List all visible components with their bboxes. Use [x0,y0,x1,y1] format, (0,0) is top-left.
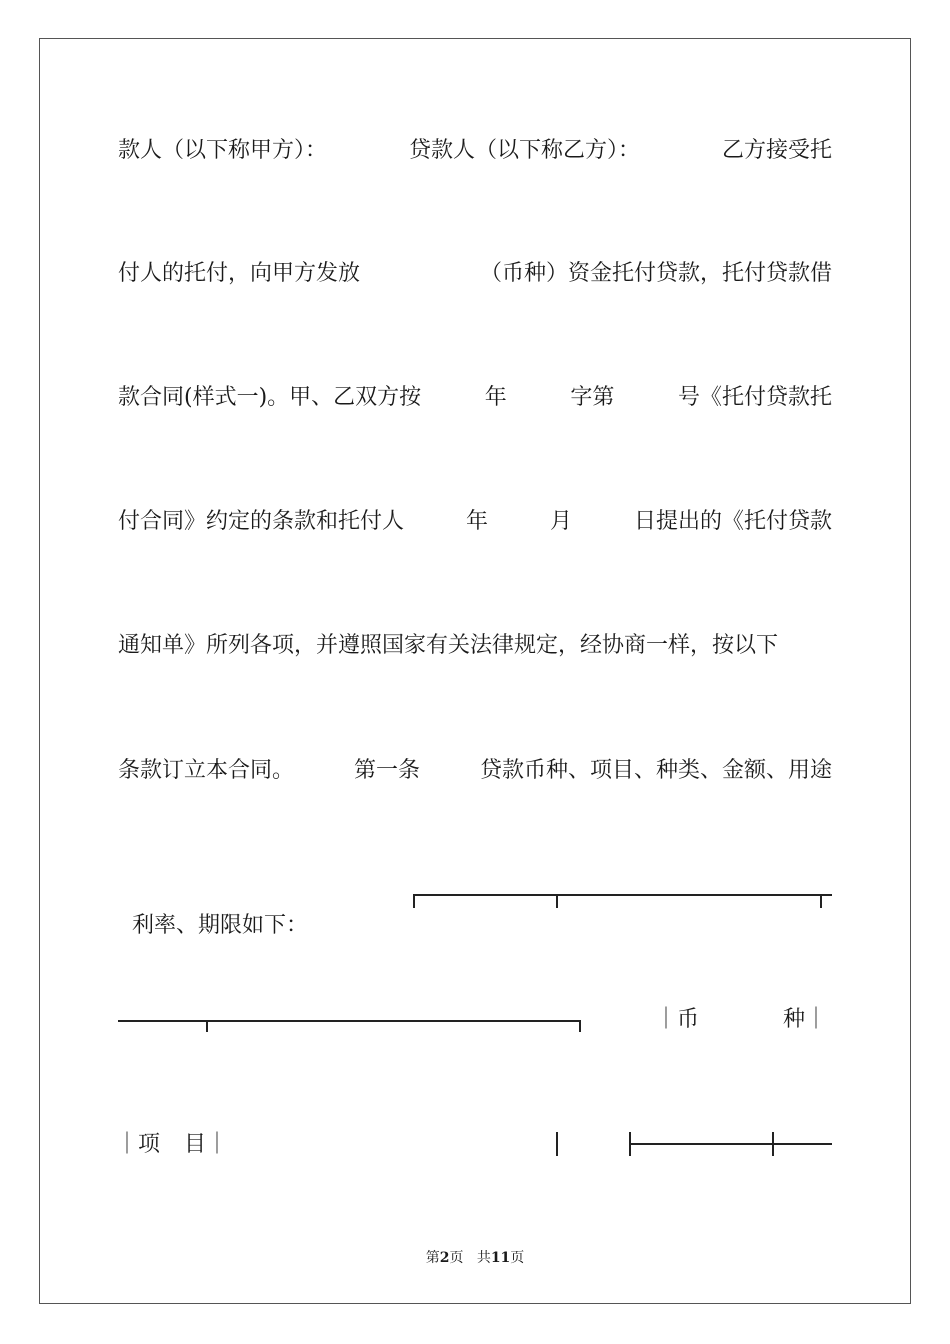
page-footer [0,1248,950,1268]
text-segment: 款人（以下称甲方）： [118,138,328,163]
table-rule-vertical [206,1020,208,1032]
text-segment: 贷款人（以下称乙方）： [408,138,640,163]
page-number: 2 [439,1250,450,1266]
text-line-3 [118,383,832,413]
text-segment: 乙方接受托 [721,138,832,163]
table-rule-vertical [772,1132,774,1156]
page-label-suffix: 页 [449,1250,464,1266]
text-line-5 [118,631,832,661]
text-segment: 目｜ [183,1132,228,1157]
page-label-prefix: 第 [425,1250,440,1266]
text-segment: 种｜ [782,1007,827,1032]
table-rule-vertical [413,894,415,908]
text-line-1 [118,136,832,166]
total-label-suffix: 页 [510,1250,525,1266]
table-cell-project [116,1130,228,1160]
text-segment: 条款订立本合同。 [118,758,295,783]
text-segment: 月 [549,509,572,534]
text-segment: 日提出的《托付贷款 [633,509,832,534]
table-cell-currency [655,1005,827,1035]
page-border [39,38,911,1304]
table-rule-vertical [820,894,822,908]
text-segment: 付人的托付，向甲方发放 [118,261,361,286]
text-segment: 字第 [570,385,615,410]
text-segment: ｜项 [116,1132,161,1157]
text-segment: （币种）资金托付贷款，托付贷款借 [479,261,832,286]
text-segment: 年 [484,385,507,410]
text-segment: 款合同(样式一)。甲、乙双方按 [118,385,422,410]
text-segment: 利率、期限如下： [132,913,309,938]
total-label-prefix: 共 [476,1250,491,1266]
text-segment: 付合同》约定的条款和托付人 [118,509,405,534]
text-line-6 [118,756,832,786]
table-rule-horizontal [118,1020,580,1022]
text-line-2 [118,259,832,289]
total-pages: 11 [490,1250,511,1266]
table-rule-vertical [556,894,558,908]
table-rule-horizontal [629,1143,832,1145]
text-segment: 第一条 [353,758,420,783]
text-segment: ｜币 [655,1007,700,1032]
table-rule-horizontal [413,894,832,896]
text-line-4 [118,507,832,537]
table-rule-vertical [579,1020,581,1032]
text-segment: 通知单》所列各项，并遵照国家有关法律规定，经协商一样，按以下 [118,633,779,658]
text-line-7 [118,881,832,938]
table-rule-vertical [556,1132,558,1156]
text-segment: 贷款币种、项目、种类、金额、用途 [479,758,832,783]
text-segment: 年 [465,509,488,534]
text-segment: 号《托付贷款托 [677,385,832,410]
